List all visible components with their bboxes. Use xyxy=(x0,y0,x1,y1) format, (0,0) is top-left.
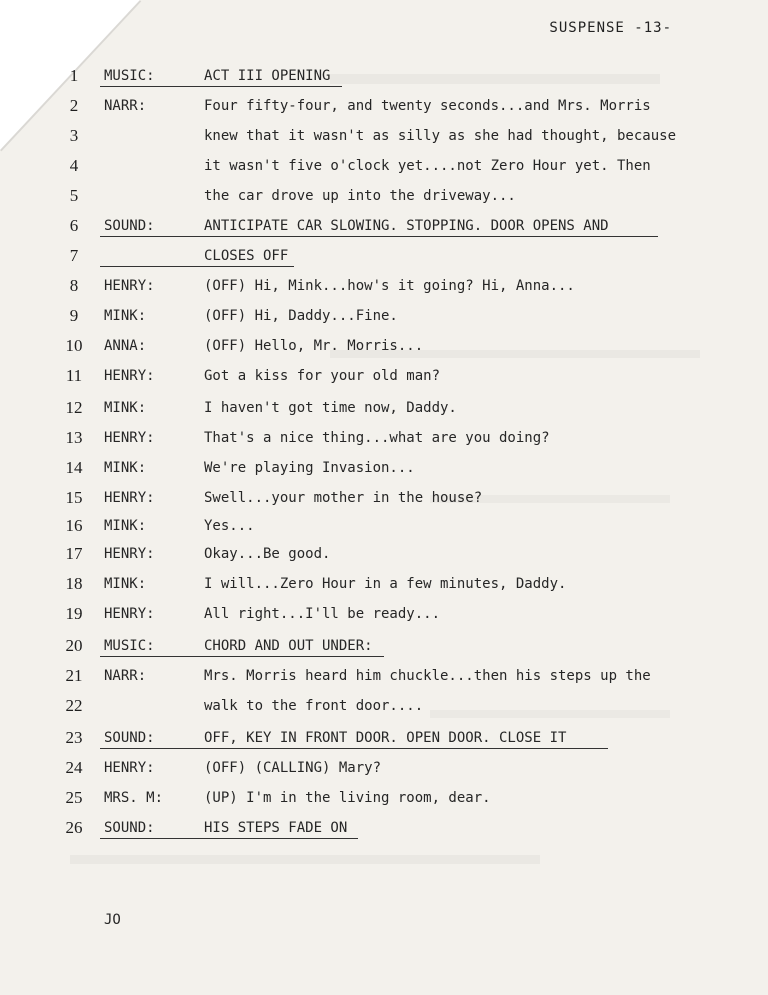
cue-underline xyxy=(100,86,342,87)
script-line xyxy=(0,486,768,514)
line-number: 20 xyxy=(65,636,83,655)
line-text: knew that it wasn't as silly as she had thought, because xyxy=(204,128,677,144)
script-line xyxy=(0,244,768,272)
line-text: Yes... xyxy=(204,518,255,534)
script-line xyxy=(0,396,768,424)
speaker-cue: SOUND: xyxy=(104,820,155,836)
script-line xyxy=(0,816,768,844)
speaker-cue: HENRY: xyxy=(104,760,155,776)
cue-underline xyxy=(100,266,294,267)
script-line xyxy=(0,542,768,570)
speaker-cue: HENRY: xyxy=(104,546,155,562)
line-text: I will...Zero Hour in a few minutes, Daddy. xyxy=(204,576,567,592)
line-text: ACT III OPENING xyxy=(204,68,331,84)
line-number: 12 xyxy=(65,398,83,417)
speaker-cue: MINK: xyxy=(104,308,147,324)
line-text: Got a kiss for your old man? xyxy=(204,368,441,384)
line-number: 19 xyxy=(65,604,83,623)
line-text: HIS STEPS FADE ON xyxy=(204,820,348,836)
script-line xyxy=(0,94,768,122)
line-number: 3 xyxy=(69,126,79,145)
speaker-cue: NARR: xyxy=(104,98,147,114)
script-line xyxy=(0,334,768,362)
line-number: 15 xyxy=(65,488,83,507)
script-line xyxy=(0,694,768,722)
line-number: 26 xyxy=(65,818,83,837)
line-number: 18 xyxy=(65,574,83,593)
line-text: Four fifty-four, and twenty seconds...and Mrs. Morris xyxy=(204,98,651,114)
line-text: Okay...Be good. xyxy=(204,546,331,562)
page-header: SUSPENSE -13- xyxy=(549,20,672,36)
script-line xyxy=(0,756,768,784)
line-number: 24 xyxy=(65,758,83,777)
line-text: the car drove up into the driveway... xyxy=(204,188,516,204)
line-text: Mrs. Morris heard him chuckle...then his steps up the xyxy=(204,668,651,684)
script-line xyxy=(0,64,768,92)
line-number: 23 xyxy=(65,728,83,747)
speaker-cue: HENRY: xyxy=(104,490,155,506)
speaker-cue: MINK: xyxy=(104,460,147,476)
line-number: 10 xyxy=(65,336,83,355)
line-number: 11 xyxy=(65,366,83,385)
speaker-cue: HENRY: xyxy=(104,606,155,622)
cue-underline xyxy=(100,656,384,657)
script-line xyxy=(0,514,768,542)
script-line xyxy=(0,634,768,662)
speaker-cue: SOUND: xyxy=(104,730,155,746)
cue-underline xyxy=(100,838,358,839)
speaker-cue: MINK: xyxy=(104,400,147,416)
line-text: That's a nice thing...what are you doing? xyxy=(204,430,550,446)
script-line xyxy=(0,456,768,484)
line-text: (OFF) (CALLING) Mary? xyxy=(204,760,382,776)
line-text: ANTICIPATE CAR SLOWING. STOPPING. DOOR OPENS AND xyxy=(204,218,609,234)
line-number: 1 xyxy=(69,66,79,85)
script-line xyxy=(0,726,768,754)
speaker-cue: HENRY: xyxy=(104,278,155,294)
line-text: We're playing Invasion... xyxy=(204,460,415,476)
speaker-cue: MRS. M: xyxy=(104,790,164,806)
script-line xyxy=(0,124,768,152)
line-number: 16 xyxy=(65,516,83,535)
speaker-cue: NARR: xyxy=(104,668,147,684)
line-text: I haven't got time now, Daddy. xyxy=(204,400,457,416)
speaker-cue: MINK: xyxy=(104,518,147,534)
line-text: Swell...your mother in the house? xyxy=(204,490,483,506)
line-number: 25 xyxy=(65,788,83,807)
line-number: 14 xyxy=(65,458,83,477)
speaker-cue: MUSIC: xyxy=(104,68,155,84)
bleed-through-shadow xyxy=(70,855,540,864)
script-line xyxy=(0,364,768,392)
line-number: 5 xyxy=(69,186,79,205)
script-line xyxy=(0,154,768,182)
speaker-cue: SOUND: xyxy=(104,218,155,234)
speaker-cue: MINK: xyxy=(104,576,147,592)
line-number: 6 xyxy=(69,216,79,235)
cue-underline xyxy=(100,236,658,237)
line-text: (OFF) Hi, Mink...how's it going? Hi, Anna... xyxy=(204,278,575,294)
line-number: 13 xyxy=(65,428,83,447)
script-line xyxy=(0,664,768,692)
typist-initials: JO xyxy=(104,912,121,928)
script-line xyxy=(0,426,768,454)
line-number: 4 xyxy=(69,156,79,175)
line-text: OFF, KEY IN FRONT DOOR. OPEN DOOR. CLOSE IT xyxy=(204,730,567,746)
line-text: walk to the front door.... xyxy=(204,698,424,714)
line-text: (UP) I'm in the living room, dear. xyxy=(204,790,491,806)
speaker-cue: MUSIC: xyxy=(104,638,155,654)
script-line xyxy=(0,214,768,242)
line-text: it wasn't five o'clock yet....not Zero Hour yet. Then xyxy=(204,158,651,174)
line-number: 9 xyxy=(69,306,79,325)
cue-underline xyxy=(100,748,608,749)
script-line xyxy=(0,602,768,630)
line-text: (OFF) Hello, Mr. Morris... xyxy=(204,338,424,354)
line-number: 22 xyxy=(65,696,83,715)
script-line xyxy=(0,786,768,814)
speaker-cue: ANNA: xyxy=(104,338,147,354)
script-line xyxy=(0,184,768,212)
script-line xyxy=(0,304,768,332)
line-text: (OFF) Hi, Daddy...Fine. xyxy=(204,308,398,324)
line-text: CLOSES OFF xyxy=(204,248,289,264)
speaker-cue: HENRY: xyxy=(104,430,155,446)
line-number: 17 xyxy=(65,544,83,563)
line-text: CHORD AND OUT UNDER: xyxy=(204,638,373,654)
line-number: 2 xyxy=(69,96,79,115)
line-text: All right...I'll be ready... xyxy=(204,606,441,622)
script-line xyxy=(0,572,768,600)
line-number: 8 xyxy=(69,276,79,295)
speaker-cue: HENRY: xyxy=(104,368,155,384)
script-line xyxy=(0,274,768,302)
line-number: 21 xyxy=(65,666,83,685)
line-number: 7 xyxy=(69,246,79,265)
